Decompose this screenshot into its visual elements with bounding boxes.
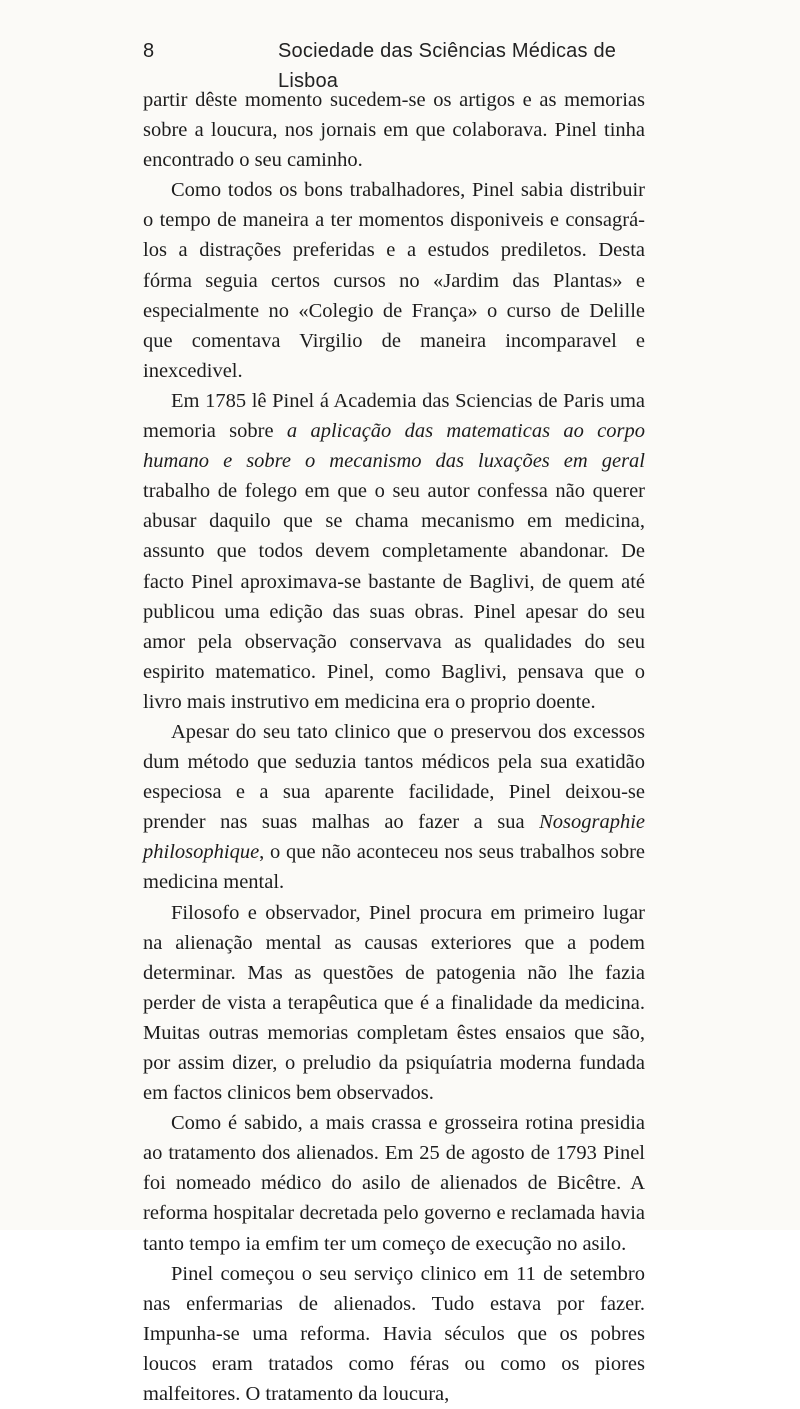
paragraph-2: Como todos os bons trabalhadores, Pinel sabia distribuir o tempo de maneira a ter momentos disponiveis e consagrá-los a distrações preferidas e a estudos prediletos. Desta fórma seguia certos cursos no «Jardim das Plantas» e especialmente no «Colegio de França» o curso de Delille que comentava Virgilio de maneira incomparavel e inexcedivel. [143,179,645,382]
paragraph-7: Pinel começou o seu serviço clinico em 11 de setembro nas enfermarias de alienados. Tudo estava por fazer. Impunha-se uma reforma. Havia séculos que os pobres loucos eram tratados como féras ou como os piores malfeitores. O tratamento da loucura, [143,1262,645,1406]
paragraph-4: Apesar do seu tato clinico que o preservou dos excessos dum método que seduzia tantos médicos pela sua exatidão especiosa e a sua aparente facilidade, Pinel deixou-se prender nas suas malhas ao fazer a sua Nosographie philosophique, o que não aconteceu nos seus trabalhos sobre medicina mental. [143,720,645,894]
running-header [143,36,643,92]
page-number: 8 [143,40,155,62]
body-text [143,85,645,1409]
book-title: Nosographie philosophique [143,811,645,864]
memoir-title: a aplicação das matematicas ao corpo humano e sobre o mecanismo das luxações em geral [143,420,646,473]
paragraph-1: partir dêste momento sucedem-se os artigos e as memorias sobre a loucura, nos jornais em que colaborava. Pinel tinha encontrado o seu caminho. [143,89,645,172]
paragraph-5: Filosofo e observador, Pinel procura em primeiro lugar na alienação mental as causas exteriores que a podem determinar. Mas as questões de patogenia não lhe fazia perder de vista a terapêutica que é a finalidade da medicina. Muitas outras memorias completam êstes ensaios que são, por assim dizer, o preludio da psiquíatria moderna fundada em factos clinicos bem observados. [143,901,645,1105]
running-title: Sociedade das Sciências Médicas de Lisboa [278,40,617,92]
paragraph-3: Em 1785 lê Pinel á Academia das Sciencias de Paris uma memoria sobre a aplicação das matematicas ao corpo humano e sobre o mecanismo das luxações em geral trabalho de folego em que o seu autor confessa não querer abusar daquilo que se chama mecanismo em medicina, assunto que todos devem completamente abandonar. De facto Pinel aproximava-se bastante de Baglivi, de quem até publicou uma edição das suas obras. Pinel apesar do seu amor pela observação conservava as qualidades do seu espirito matematico. Pinel, como Baglivi, pensava que o livro mais instrutivo em medicina era o proprio doente. [143,389,646,713]
paragraph-6: Como é sabido, a mais crassa e grosseira rotina presidia ao tratamento dos alienados. Em 25 de agosto de 1793 Pinel foi nomeado médico do asilo de alienados de Bicêtre. A reforma hospitalar decretada pelo governo e reclamada havia tanto tempo ia emfim ter um começo de execução no asilo. [143,1112,645,1255]
